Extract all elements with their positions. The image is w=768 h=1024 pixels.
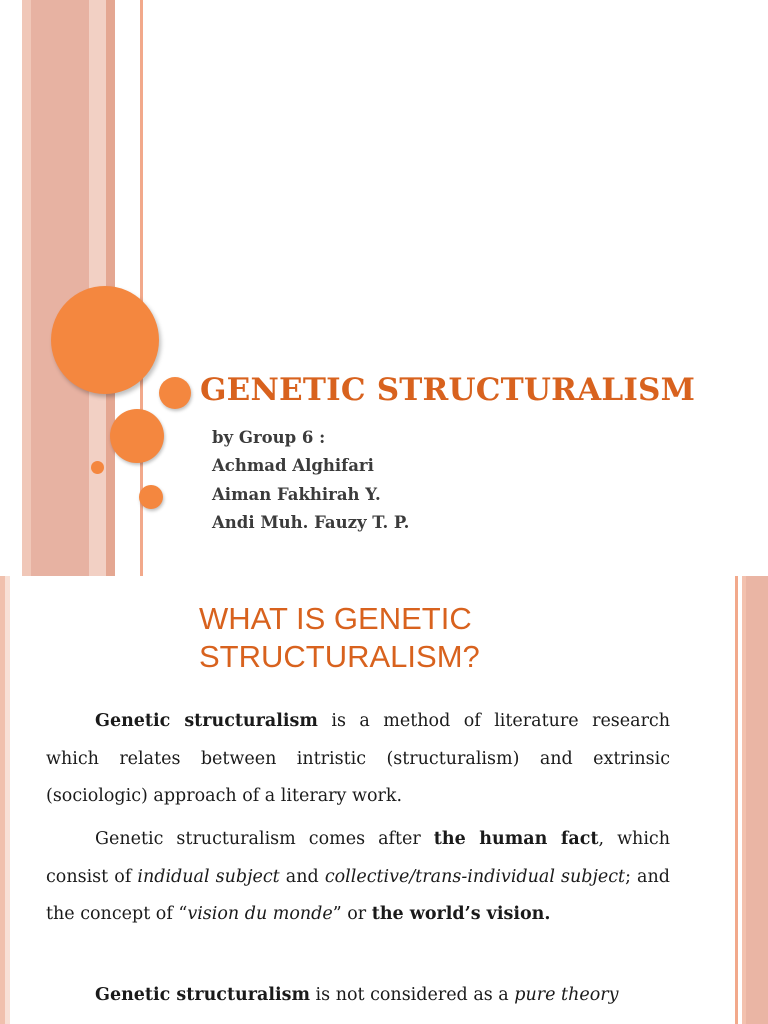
decor-circle-large xyxy=(51,286,159,394)
decor-circle xyxy=(139,485,163,509)
author-name: Aiman Fakhirah Y. xyxy=(212,485,381,504)
decor-stripe xyxy=(31,0,89,576)
italic-term: vision du monde xyxy=(187,904,333,924)
text: ; and the concept of “ xyxy=(46,866,670,924)
decor-circle xyxy=(110,409,164,463)
decor-circle xyxy=(159,377,191,409)
text: is not considered as a xyxy=(309,985,515,1005)
author-name: Andi Muh. Fauzy T. P. xyxy=(212,513,410,532)
decor-circle-small xyxy=(91,461,104,474)
paragraph-1 xyxy=(46,703,670,816)
decor-stripe xyxy=(22,0,31,576)
byline: by Group 6 : xyxy=(212,428,326,447)
bold-term: the human fact xyxy=(433,829,599,849)
author-name: Achmad Alghifari xyxy=(212,456,374,475)
content-slide xyxy=(0,576,768,1024)
italic-term: collective/trans-individual subject xyxy=(324,866,626,887)
text: is a method of literature research which relates between intristic (structuralism) and extrinsic (sociologic) approach of a literary work. xyxy=(46,711,671,806)
italic-term: pure theory xyxy=(514,985,619,1005)
text: ” or xyxy=(332,904,372,924)
italic-term: indidual subject xyxy=(137,866,280,887)
paragraph-3 xyxy=(46,977,670,1015)
paragraph-2 xyxy=(46,821,670,934)
text: , which consist of xyxy=(46,829,670,887)
title-line: STRUCTURALISM? xyxy=(199,639,480,674)
bold-term: Genetic structuralism xyxy=(95,711,318,731)
text: Genetic structuralism comes after xyxy=(95,829,434,849)
bold-term: the world’s vision. xyxy=(371,904,551,924)
decor-stripe xyxy=(735,576,738,1024)
decor-stripe xyxy=(5,576,10,1024)
text: and xyxy=(279,866,325,887)
decor-stripe xyxy=(746,576,768,1024)
slide-title: GENETIC STRUCTURALISM xyxy=(200,372,696,408)
bold-term: Genetic structuralism xyxy=(95,985,310,1005)
slide-title xyxy=(199,600,480,676)
title-line: WHAT IS GENETIC xyxy=(199,601,472,636)
